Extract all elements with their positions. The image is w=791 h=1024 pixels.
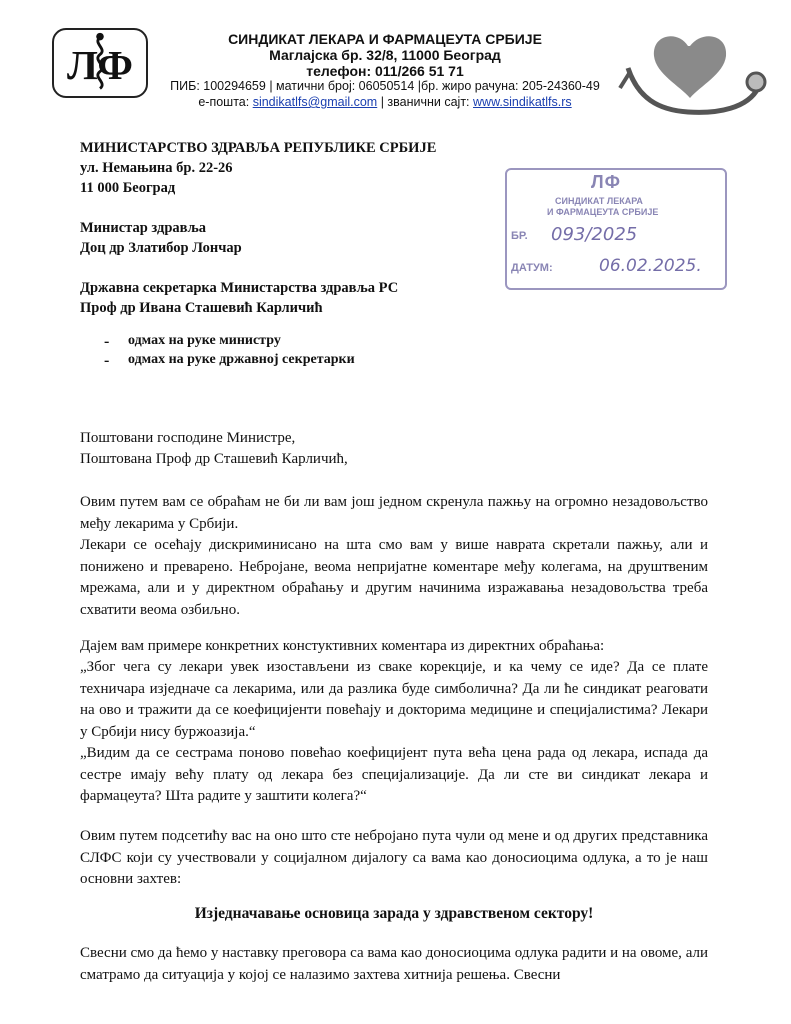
logo-letters: ЛФ	[67, 42, 133, 89]
heart-icon	[618, 28, 768, 120]
bullet-item-2: одмах на руке државној секретарки	[128, 352, 355, 367]
bullet-dash-1: -	[104, 333, 110, 350]
email-label: е-пошта:	[198, 95, 253, 109]
minister-title: Министар здравља	[80, 220, 207, 236]
site-label: | званични сајт:	[377, 95, 474, 109]
stamp-date: 06.02.2025.	[599, 256, 702, 276]
minister-name: Доц др Златибор Лончар	[80, 240, 242, 256]
stamp-line2: И ФАРМАЦЕУТА СРБИЈЕ	[547, 207, 659, 217]
registration-stamp	[505, 168, 727, 290]
stamp-number: 093/2025	[551, 224, 638, 245]
paragraph-3: Дајем вам примере конкретних констуктивних коментара из директних обраћања:	[80, 638, 605, 654]
email-link[interactable]: sindikatlfs@gmail.com	[252, 95, 378, 109]
paragraph-4: Овим путем подсетићу вас на оно што сте небројано пута чули од мене и од других представника СЛФС који су учествовали у социјалном дијалогу са вама као доносиоцима одлука, а то је наш основни захтев:	[80, 828, 708, 887]
stamp-date-label: ДАТУМ:	[511, 262, 553, 274]
heart-stethoscope-image	[618, 28, 768, 120]
bullet-item-1: одмах на руке министру	[128, 333, 281, 348]
stamp-logo: ЛФ	[591, 172, 621, 192]
quote-2: „Видим да се сестрама поново повећао коефицијент пута већа цена рада од лекара, испада да сестре имају већу плату од лекара без специјализације. Да ли сте ви синдикат лекара и фармацеута? Шта радите у заштити колега?“	[80, 745, 708, 804]
stamp-number-label: БР.	[511, 230, 528, 242]
salutation-secretary: Поштована Проф др Сташевић Карличић,	[80, 451, 348, 467]
org-ids: ПИБ: 100294659 | матични број: 06050514 |бр. жиро рачуна: 205-24360-49	[170, 79, 600, 93]
org-name: СИНДИКАТ ЛЕКАРА И ФАРМАЦЕУТА СРБИЈЕ	[228, 31, 542, 47]
paragraph-1: Овим путем вам се обраћам не би ли вам још једном скренула пажњу на огромно незадовољство међу лекарима у Србији.	[80, 494, 708, 532]
salutation-minister: Поштовани господине Министре,	[80, 430, 296, 446]
recipient-ministry: МИНИСТАРСТВО ЗДРАВЉА РЕПУБЛИКЕ СРБИЈЕ	[80, 140, 437, 156]
logo-caduceus-icon	[54, 30, 146, 96]
bullet-dash-2: -	[104, 352, 110, 369]
union-logo	[52, 28, 148, 98]
org-phone: телефон: 011/266 51 71	[306, 63, 464, 79]
quote-1: „Због чега су лекари увек изостављени из сваке корекције, и ка чему се иде? Да се плате техничара изједначе са лекарима, или да разлика буде симболична? Да ли ће синдикат реаговати на ово и тражити да се коефицијенти повећају и докторима медицине и специјалистима? Лекари у Србији нису буржоазија.“	[80, 659, 708, 740]
org-address: Маглајска бр. 32/8, 11000 Београд	[269, 47, 501, 63]
recipient-street: ул. Немањина бр. 22-26	[80, 160, 233, 176]
paragraph-5: Свесни смо да ћемо у наставку преговора са вама као доносиоцима одлука радити и на овоме, али сматрамо да ситуација у којој се налазимо захтева хитнија решења. Свесни	[80, 945, 708, 983]
paragraph-2: Лекари се осећају дискриминисано на шта смо вам у више наврата скретали пажњу, али и понижено и преварено. Небројане, веома непријатне коментаре међу колегама, на друштвеним мрежама, али и у директном обраћању и другим начинима изражавања незадовољства треба схватити веома озбиљно.	[80, 537, 708, 618]
stamp-line1: СИНДИКАТ ЛЕКАРА	[555, 196, 643, 206]
org-contacts	[150, 94, 620, 110]
main-demand: Изједначавање основица зарада у здравственом сектору!	[194, 905, 594, 922]
recipient-city: 11 000 Београд	[80, 180, 176, 196]
site-link[interactable]: www.sindikatlfs.rs	[473, 95, 572, 109]
secretary-title: Државна секретарка Министарства здравља РС	[80, 280, 399, 296]
secretary-name: Проф др Ивана Сташевић Карличић	[80, 300, 323, 316]
